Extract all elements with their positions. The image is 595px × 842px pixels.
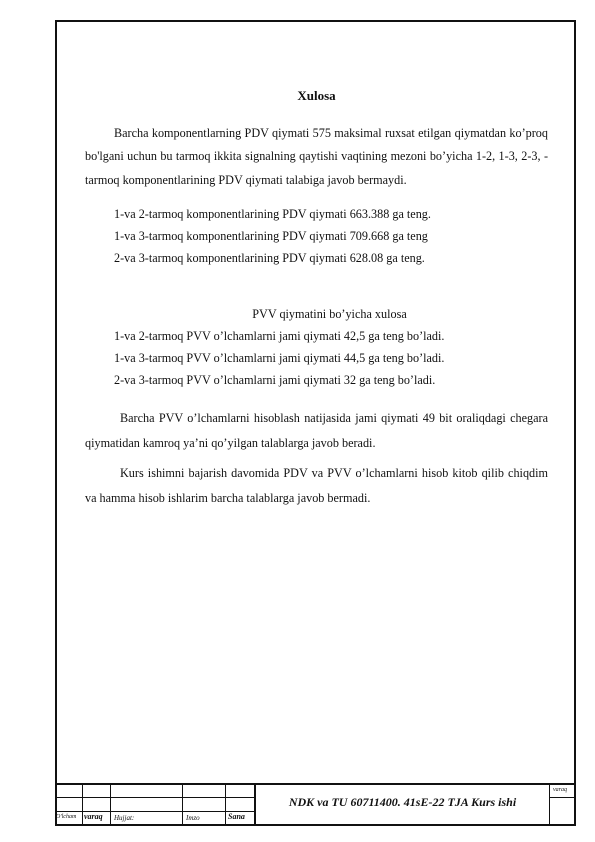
pdv-line-1-2: 1-va 2-tarmoq komponentlarining PDV qiymati 663.388 ga teng. bbox=[114, 207, 431, 222]
pvv-line-1-3: 1-va 3-tarmoq PVV o’lchamlarni jami qiymati 44,5 ga teng bo’ladi. bbox=[114, 351, 445, 366]
stamp-col-change: O'lcham bbox=[56, 814, 77, 820]
pdv-line-2-3: 2-va 3-tarmoq komponentlarining PDV qiymati 628.08 ga teng. bbox=[114, 251, 425, 266]
stamp-col-document: Hujjat: bbox=[114, 814, 135, 822]
stamp-col-date: Sana bbox=[228, 812, 245, 821]
title-block-stamp bbox=[55, 783, 576, 826]
pdv-line-1-3: 1-va 3-tarmoq komponentlarining PDV qiymati 709.668 ga teng bbox=[114, 229, 428, 244]
conclusion-paragraph-2: Kurs ishimni bajarish davomida PDV va PVV o’lchamlarni hisob kitob qilib chiqdim va hamma hisob ishlarim barcha talablarga javob bermadi. bbox=[85, 466, 548, 506]
intro-paragraph: Barcha komponentlarning PDV qiymati 575 maksimal ruxsat etilgan qiymatdan ko’proq bo'lgani uchun bu tarmoq ikkita signalning qaytishi vaqtining mezoni bo’yicha 1-2, 1-3, 2-3, -tarmoq komponentlarining PDV qiymati talabiga javob bermaydi. bbox=[85, 126, 548, 187]
pvv-section-title: PVV qiymatini bo’yicha xulosa bbox=[252, 307, 407, 322]
conclusion-paragraph-1: Barcha PVV o’lchamlarni hisoblash natijasida jami qiymati 49 bit oraliqdagi chegara qiymatidan kamroq ya’ni qo’yilgan talablarga javob beradi. bbox=[85, 411, 548, 451]
stamp-sheet-label: varaq bbox=[553, 787, 567, 793]
pvv-line-2-3: 2-va 3-tarmoq PVV o’lchamlarni jami qiymati 32 ga teng bo’ladi. bbox=[114, 373, 436, 388]
pvv-line-1-2: 1-va 2-tarmoq PVV o’lchamlarni jami qiymati 42,5 ga teng bo’ladi. bbox=[114, 329, 445, 344]
stamp-col-sheet: varaq bbox=[84, 812, 103, 821]
document-title: Xulosa bbox=[297, 88, 336, 103]
stamp-col-signature: Imzo bbox=[186, 814, 200, 822]
document-code: NDK va TU 60711400. 41sE-22 TJA Kurs ishi bbox=[288, 795, 517, 809]
document-body bbox=[85, 88, 548, 511]
